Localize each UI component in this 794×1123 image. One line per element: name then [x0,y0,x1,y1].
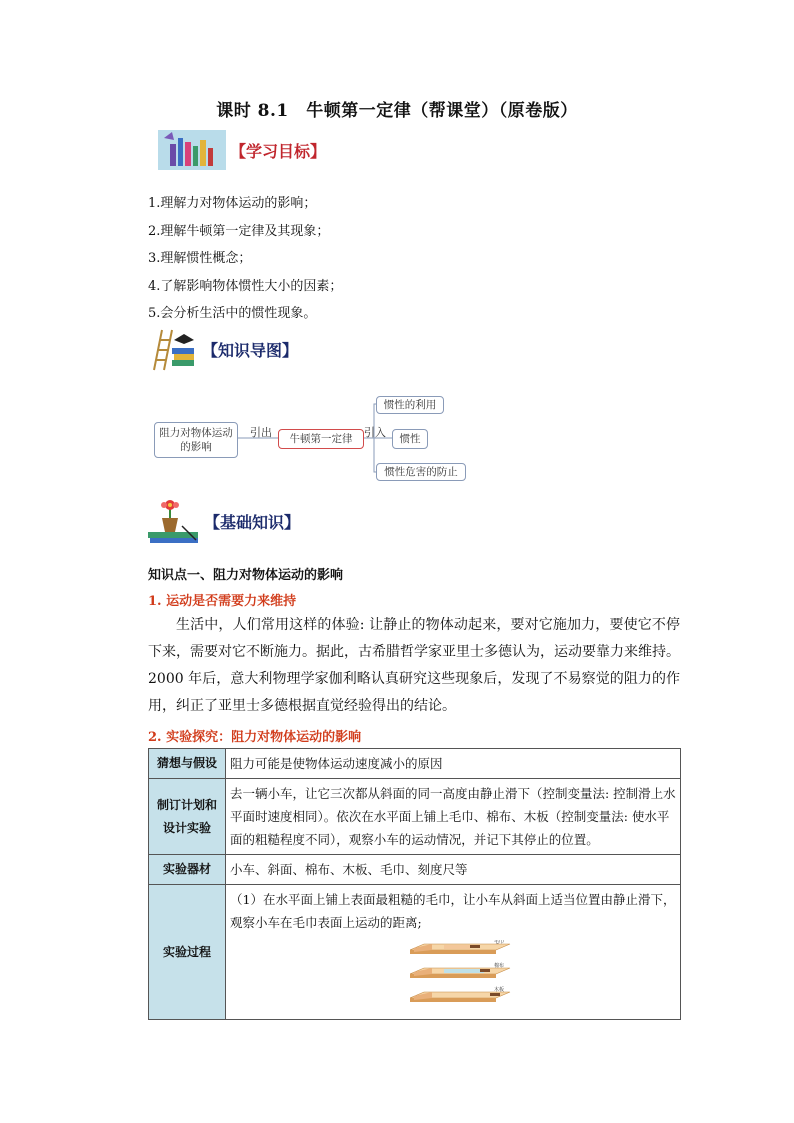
table-content-cell: 阻力可能是使物体运动速度减小的原因 [226,749,681,779]
ramp-experiment-illustration [410,940,512,1012]
table-head-cell: 猜想与假设 [149,749,226,779]
table-content-cell: 去一辆小车，让它三次都从斜面的同一高度由静止滑下（控制变量法: 控制滑上水平面时速度相同）。依次在水平面上铺上毛巾、棉布、木板（控制变量法: 使水平面的粗糙程度不同），观察小车的运动情况，并记下其停止的位置。 [226,779,681,855]
basics-label: 【基础知识】 [204,512,301,532]
procedure-step-1: （1）在水平面上铺上表面最粗糙的毛巾，让小车从斜面上适当位置由静止滑下，观察小车在毛巾表面上运动的距离; [230,892,676,930]
mindmap-node-inertia: 惯性 [392,429,428,449]
table-row [149,779,681,855]
list-item: 1.理解力对物体运动的影响； [148,196,317,211]
surface-label-towel: 毛巾 [494,940,505,945]
experiment-table [148,748,681,1020]
subsection-title-1: 1. 运动是否需要力来维持 [148,594,297,609]
mindmap-edge-introduce: 引入 [364,426,386,439]
list-item: 5.会分析生活中的惯性现象。 [148,306,317,321]
knowledge-mindmap [150,392,480,492]
subsection-title-2: 2. 实验探究：阻力对物体运动的影响 [148,730,362,745]
table-head-cell: 制订计划和设计实验 [149,779,226,855]
mindmap-node-resistance: 阻力对物体运动的影响 [154,422,238,458]
page-title: 课时 8.1 牛顿第一定律（帮课堂）（原卷版） [216,101,578,121]
section-basics [148,496,300,546]
table-row [149,855,681,885]
section-objectives [158,130,326,170]
flower-pot-icon [148,496,200,546]
list-item: 3.理解惯性概念； [148,251,252,266]
table-content-cell: 小车、斜面、棉布、木板、毛巾、刻度尺等 [226,855,681,885]
surface-label-cotton: 棉布 [494,963,505,969]
books-icon [158,130,226,170]
mindmap-node-inertia-use: 惯性的利用 [376,396,444,414]
table-head-cell: 实验器材 [149,855,226,885]
list-item: 2.理解牛顿第一定律及其现象； [148,223,330,239]
mindmap-node-inertia-prevention: 惯性危害的防止 [376,463,466,481]
ladder-books-icon [148,326,198,372]
objectives-list [148,190,342,328]
knowledge-point-title: 知识点一、阻力对物体运动的影响 [148,568,344,583]
mindmap-label: 【知识导图】 [202,340,299,360]
objectives-label: 【学习目标】 [230,141,327,161]
intro-paragraph: 生活中，人们常用这样的体验: 让静止的物体动起来，要对它施加力，要使它不停下来，需要对它不断施力。据此，古希腊哲学家亚里士多德认为，运动要靠力来维持。2000 年后，意大利物理学家伽利略认真研究这些现象后，发现了不易察觉的阻力的作用，纠正了亚里士多德根据直觉经验得出的结论。 [148,617,680,714]
table-row [149,885,681,1020]
list-item: 4.了解影响物体惯性大小的因素； [148,278,343,294]
surface-label-wood: 木板 [494,987,505,993]
table-head-cell: 实验过程 [149,885,226,1020]
table-row [149,749,681,779]
mindmap-node-newton: 牛顿第一定律 [278,429,364,449]
section-mindmap [148,326,298,372]
table-content-cell [226,885,681,1020]
mindmap-edge-lead: 引出 [250,426,272,439]
